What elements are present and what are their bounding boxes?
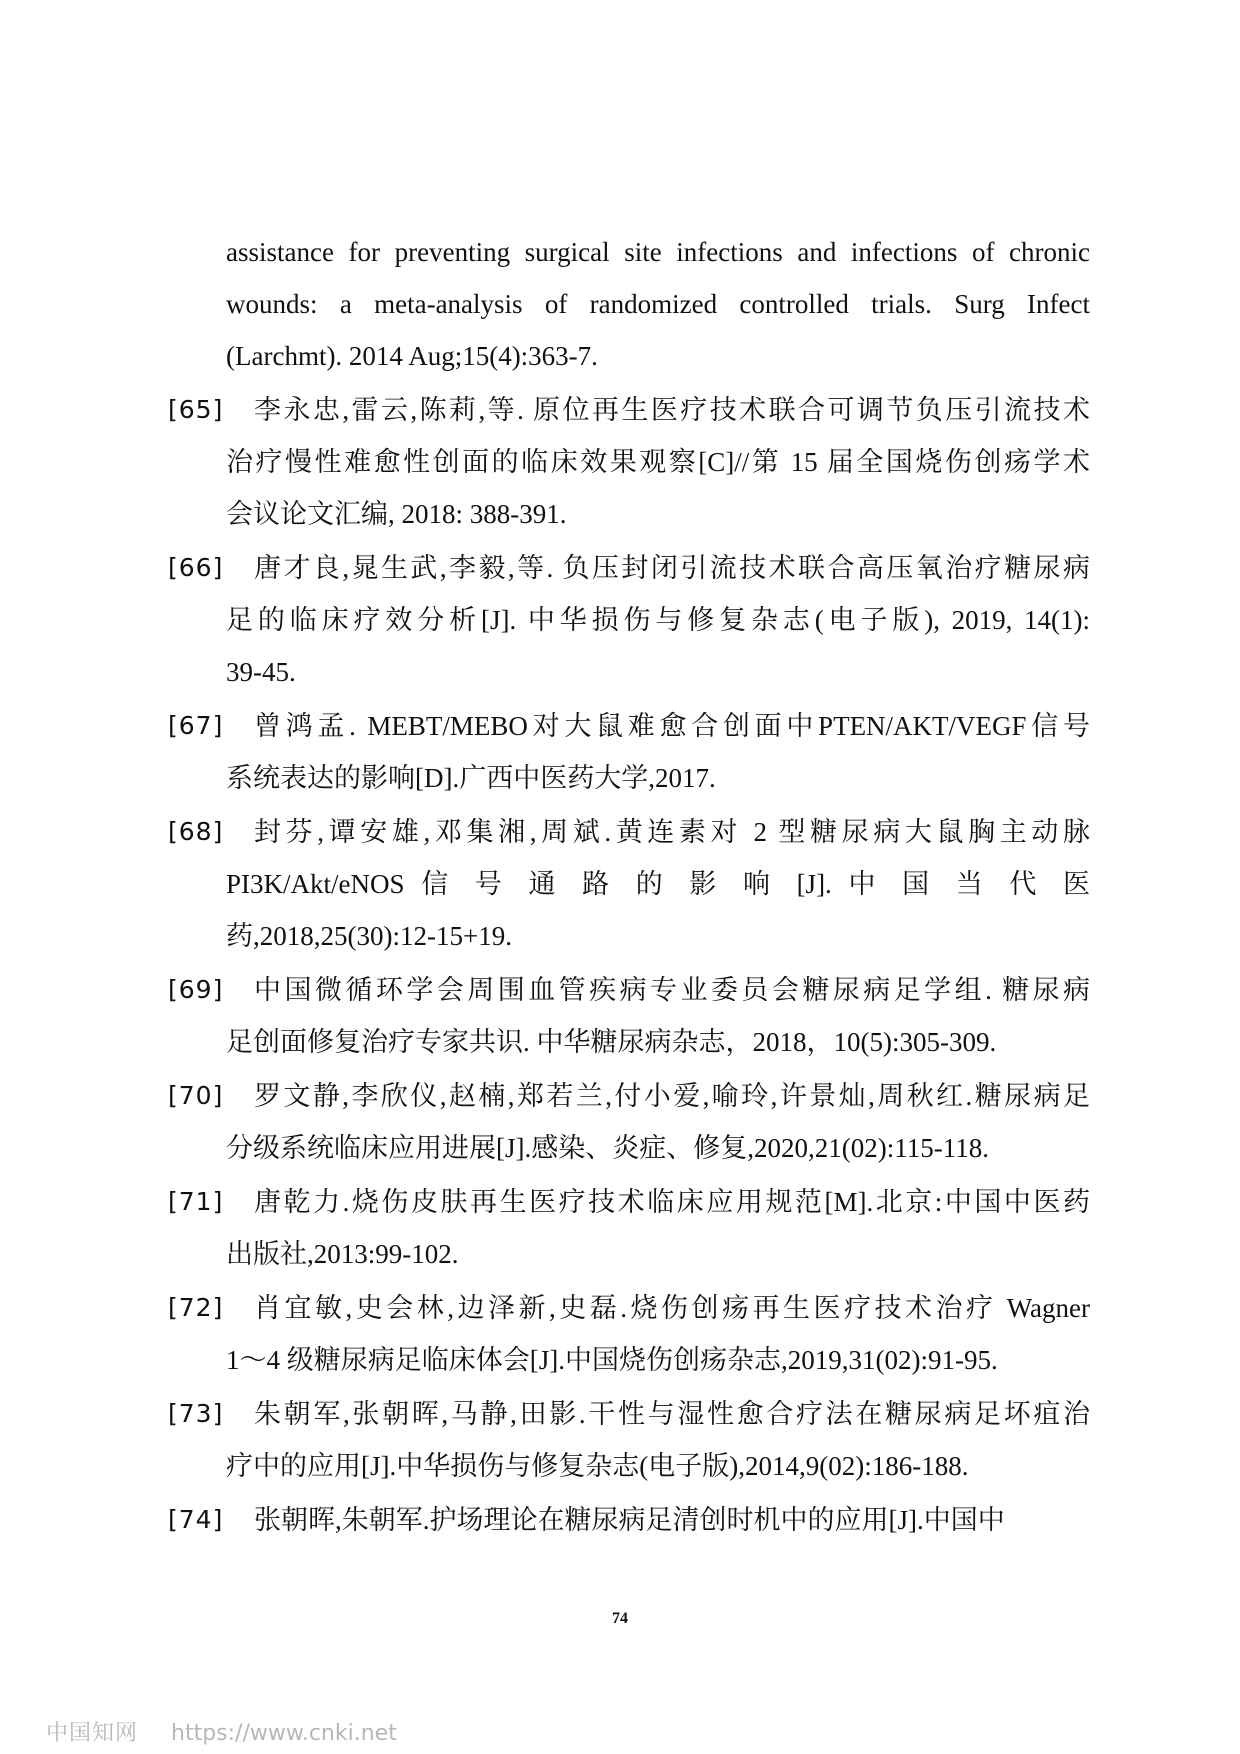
reference-line [168, 1228, 1090, 1280]
reference-line [168, 858, 1090, 910]
reference-line [168, 1494, 1090, 1546]
reference-line [168, 646, 1090, 698]
reference-number: [65] [168, 395, 224, 424]
page-number: 74 [612, 1610, 628, 1627]
reference-line [168, 1388, 1090, 1440]
reference-number: [70] [168, 1081, 224, 1110]
reference-line [168, 700, 1090, 752]
reference-text: 会议论文汇编, 2018: 388-391. [226, 499, 567, 529]
reference-text: 药,2018,25(30):12-15+19. [226, 921, 512, 951]
reference-text: 唐才良,晁生武,李毅,等. 负压封闭引流技术联合高压氧治疗糖尿病 [254, 553, 1090, 583]
reference-line [168, 1070, 1090, 1122]
reference-line [168, 910, 1090, 962]
reference-text: 罗文静,李欣仪,赵楠,郑若兰,付小爱,喻玲,许景灿,周秋红.糖尿病足 [254, 1081, 1090, 1111]
reference-list [168, 226, 1090, 1546]
reference-number: [73] [168, 1399, 224, 1428]
reference-text: 封芬,谭安雄,邓集湘,周斌.黄连素对 2 型糖尿病大鼠胸主动脉 [254, 817, 1090, 847]
reference-text: 朱朝军,张朝晖,马静,田影.干性与湿性愈合疗法在糖尿病足坏疽治 [254, 1399, 1090, 1429]
reference-line [168, 594, 1090, 646]
reference-number: [72] [168, 1293, 224, 1322]
reference-line [168, 752, 1090, 804]
reference-text: 分级系统临床应用进展[J].感染、炎症、修复,2020,21(02):115-118. [226, 1133, 989, 1163]
reference-text: 出版社,2013:99-102. [226, 1239, 459, 1269]
reference-text: 肖宜敏,史会林,边泽新,史磊.烧伤创疡再生医疗技术治疗 Wagner [254, 1293, 1090, 1323]
reference-line [168, 1122, 1090, 1174]
reference-text: wounds: a meta-analysis of randomized controlled trials. Surg Infect [226, 289, 1090, 319]
reference-line [168, 1440, 1090, 1492]
reference-line [168, 1282, 1090, 1334]
reference-line [168, 226, 1090, 278]
reference-text: (Larchmt). 2014 Aug;15(4):363-7. [226, 341, 598, 371]
cnki-url: https://www.cnki.net [171, 1721, 397, 1746]
reference-line [168, 964, 1090, 1016]
reference-line [168, 1334, 1090, 1386]
reference-text: 足的临床疗效分析[J]. 中华损伤与修复杂志(电子版), 2019, 14(1): [226, 605, 1090, 635]
reference-line [168, 542, 1090, 594]
reference-text: 1～4 级糖尿病足临床体会[J].中国烧伤创疡杂志,2019,31(02):91-95. [226, 1345, 998, 1375]
reference-line [168, 1176, 1090, 1228]
reference-text: 曾鸿孟. MEBT/MEBO对大鼠难愈合创面中PTEN/AKT/VEGF信号 [254, 711, 1090, 741]
footer-watermark [46, 1716, 397, 1747]
reference-line [168, 488, 1090, 540]
reference-text: 唐乾力.烧伤皮肤再生医疗技术临床应用规范[M].北京:中国中医药 [254, 1187, 1090, 1217]
reference-text: 中国微循环学会周围血管疾病专业委员会糖尿病足学组. 糖尿病 [254, 975, 1090, 1005]
reference-number: [71] [168, 1187, 224, 1216]
reference-text: assistance for preventing surgical site infections and infections of chronic [226, 237, 1090, 267]
reference-text: 张朝晖,朱朝军.护场理论在糖尿病足清创时机中的应用[J].中国中 [254, 1505, 1005, 1535]
reference-line [168, 806, 1090, 858]
reference-text: 39-45. [226, 657, 296, 687]
reference-text: 李永忠,雷云,陈莉,等. 原位再生医疗技术联合可调节负压引流技术 [254, 395, 1090, 425]
reference-number: [68] [168, 817, 224, 846]
reference-number: [74] [168, 1505, 224, 1534]
cnki-brand: 中国知网 [46, 1721, 139, 1746]
reference-number: [67] [168, 711, 224, 740]
reference-line [168, 1016, 1090, 1068]
reference-number: [66] [168, 553, 224, 582]
reference-text: PI3K/Akt/eNOS 信 号 通 路 的 影 响 [J]. 中 国 当 代 医 [226, 869, 1090, 899]
reference-text: 治疗慢性难愈性创面的临床效果观察[C]//第 15 届全国烧伤创疡学术 [226, 447, 1090, 477]
reference-number: [69] [168, 975, 224, 1004]
reference-text: 足创面修复治疗专家共识. 中华糖尿病杂志，2018，10(5):305-309. [226, 1027, 997, 1057]
reference-line [168, 384, 1090, 436]
reference-line [168, 278, 1090, 330]
reference-text: 系统表达的影响[D].广西中医药大学,2017. [226, 763, 716, 793]
reference-line [168, 330, 1090, 382]
reference-line [168, 436, 1090, 488]
reference-text: 疗中的应用[J].中华损伤与修复杂志(电子版),2014,9(02):186-188. [226, 1451, 969, 1481]
